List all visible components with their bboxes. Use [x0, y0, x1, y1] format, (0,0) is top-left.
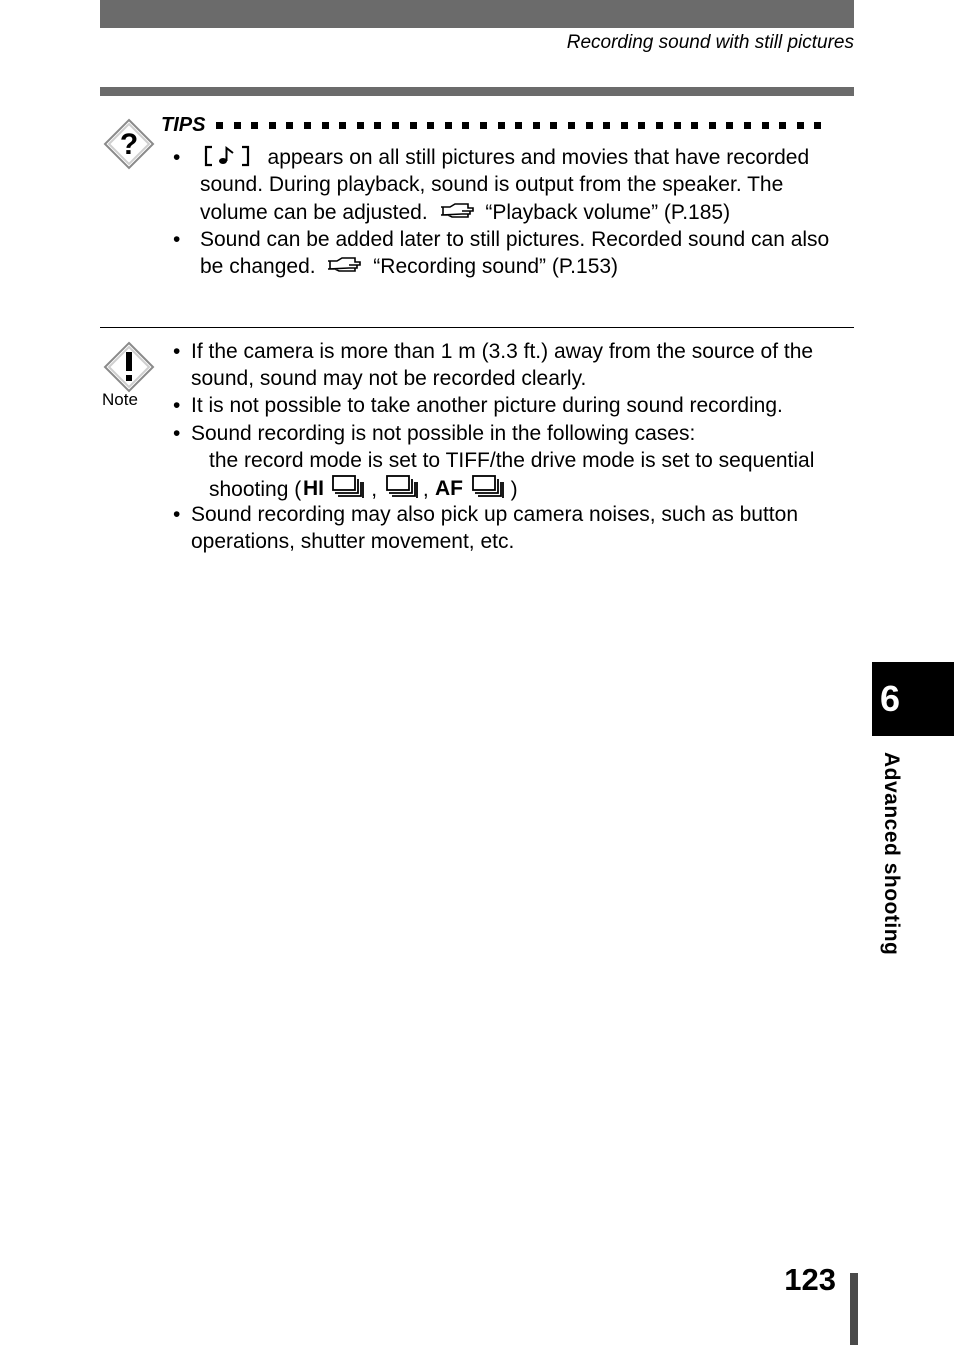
tips-dot — [550, 122, 557, 129]
reference-hand-icon — [327, 254, 361, 281]
chapter-tab — [872, 662, 954, 736]
tips-dot — [621, 122, 628, 129]
tips-dot — [392, 122, 399, 129]
tips-dot — [251, 122, 258, 129]
tips-dot — [533, 122, 540, 129]
chapter-number: 6 — [880, 678, 901, 719]
note-item-3-sub-line-1: the record mode is set to TIFF/the drive mode is set to sequential — [209, 449, 815, 472]
sound-icon — [204, 145, 250, 174]
tips-dot — [410, 122, 417, 129]
tips-dot — [339, 122, 346, 129]
note-item-1-line-1: If the camera is more than 1 m (3.3 ft.) away from the source of the — [191, 340, 814, 363]
tips-dot — [515, 122, 522, 129]
tips-item-1-text-1: appears on all still pictures and movies that have recorded — [267, 146, 810, 169]
tips-dot — [814, 122, 821, 129]
note-item-1-line-2: sound, sound may not be recorded clearly. — [191, 367, 587, 390]
tips-item-2-line-1: Sound can be added later to still pictures. Recorded sound can also — [200, 228, 830, 251]
tips-dot — [445, 122, 452, 129]
tips-dot — [234, 122, 241, 129]
tips-dot — [779, 122, 786, 129]
tips-dot — [286, 122, 293, 129]
bullet: • — [173, 394, 181, 417]
tips-item-1-line-2: sound. During playback, sound is output from the speaker. The — [200, 173, 784, 196]
tips-dot — [216, 122, 223, 129]
tips-dot — [709, 122, 716, 129]
tips-dot — [322, 122, 329, 129]
bullet: • — [173, 422, 181, 445]
tips-dot — [603, 122, 610, 129]
tips-label: TIPS — [161, 114, 206, 136]
tips-dot — [304, 122, 311, 129]
tips-dot — [498, 122, 505, 129]
exclamation-diamond-icon — [103, 341, 155, 393]
tips-item-2-ref: “Recording sound” (P.153) — [373, 255, 619, 278]
tips-dot — [568, 122, 575, 129]
bullet: • — [173, 340, 181, 363]
chapter-title: Advanced shooting — [880, 752, 903, 956]
tips-item-2-text-2: be changed. — [200, 255, 316, 278]
note-item-4-line-1: Sound recording may also pick up camera noises, such as button — [191, 503, 799, 526]
tips-dot — [374, 122, 381, 129]
tips-dot — [744, 122, 751, 129]
question-diamond-icon — [103, 118, 155, 170]
tips-dot — [427, 122, 434, 129]
tips-dot — [269, 122, 276, 129]
bullet: • — [173, 228, 181, 251]
bullet: • — [173, 503, 181, 526]
note-item-3-line-1: Sound recording is not possible in the following cases: — [191, 422, 696, 445]
bullet: • — [173, 146, 181, 169]
tips-item-1-ref: “Playback volume” (P.185) — [485, 201, 731, 224]
tips-dot — [674, 122, 681, 129]
comma: , — [371, 478, 378, 501]
close-paren: ) — [510, 478, 518, 501]
tips-item-1-line-3 — [200, 199, 730, 227]
section-divider — [100, 327, 854, 328]
header-bar-top — [100, 0, 854, 28]
tips-dot — [691, 122, 698, 129]
header-bar-bottom — [100, 87, 854, 96]
tips-dot — [797, 122, 804, 129]
hi-mode-label: HI — [303, 477, 325, 500]
af-mode-label: AF — [434, 477, 463, 500]
page-number: 123 — [784, 1262, 836, 1297]
tips-dot — [586, 122, 593, 129]
tips-item-1-text-3: volume can be adjusted. — [200, 201, 428, 224]
tips-dot — [762, 122, 769, 129]
svg-text:?: ? — [119, 128, 139, 161]
section-title: Recording sound with still pictures — [566, 32, 854, 53]
tips-dot — [462, 122, 469, 129]
reference-hand-icon — [440, 200, 474, 227]
tips-dot — [357, 122, 364, 129]
tips-dot — [638, 122, 645, 129]
note-item-4-line-2: operations, shutter movement, etc. — [191, 530, 515, 553]
tips-item-1-line-1 — [204, 144, 809, 174]
note-item-2-line-1: It is not possible to take another picture during sound recording. — [191, 394, 783, 417]
shooting-text: shooting ( — [209, 478, 302, 501]
tips-dot — [480, 122, 487, 129]
tips-dot — [656, 122, 663, 129]
tips-item-2-line-2 — [200, 253, 618, 281]
tips-dot — [726, 122, 733, 129]
page-number-bar — [850, 1273, 858, 1345]
comma: , — [422, 478, 429, 501]
note-label: Note — [102, 390, 138, 409]
